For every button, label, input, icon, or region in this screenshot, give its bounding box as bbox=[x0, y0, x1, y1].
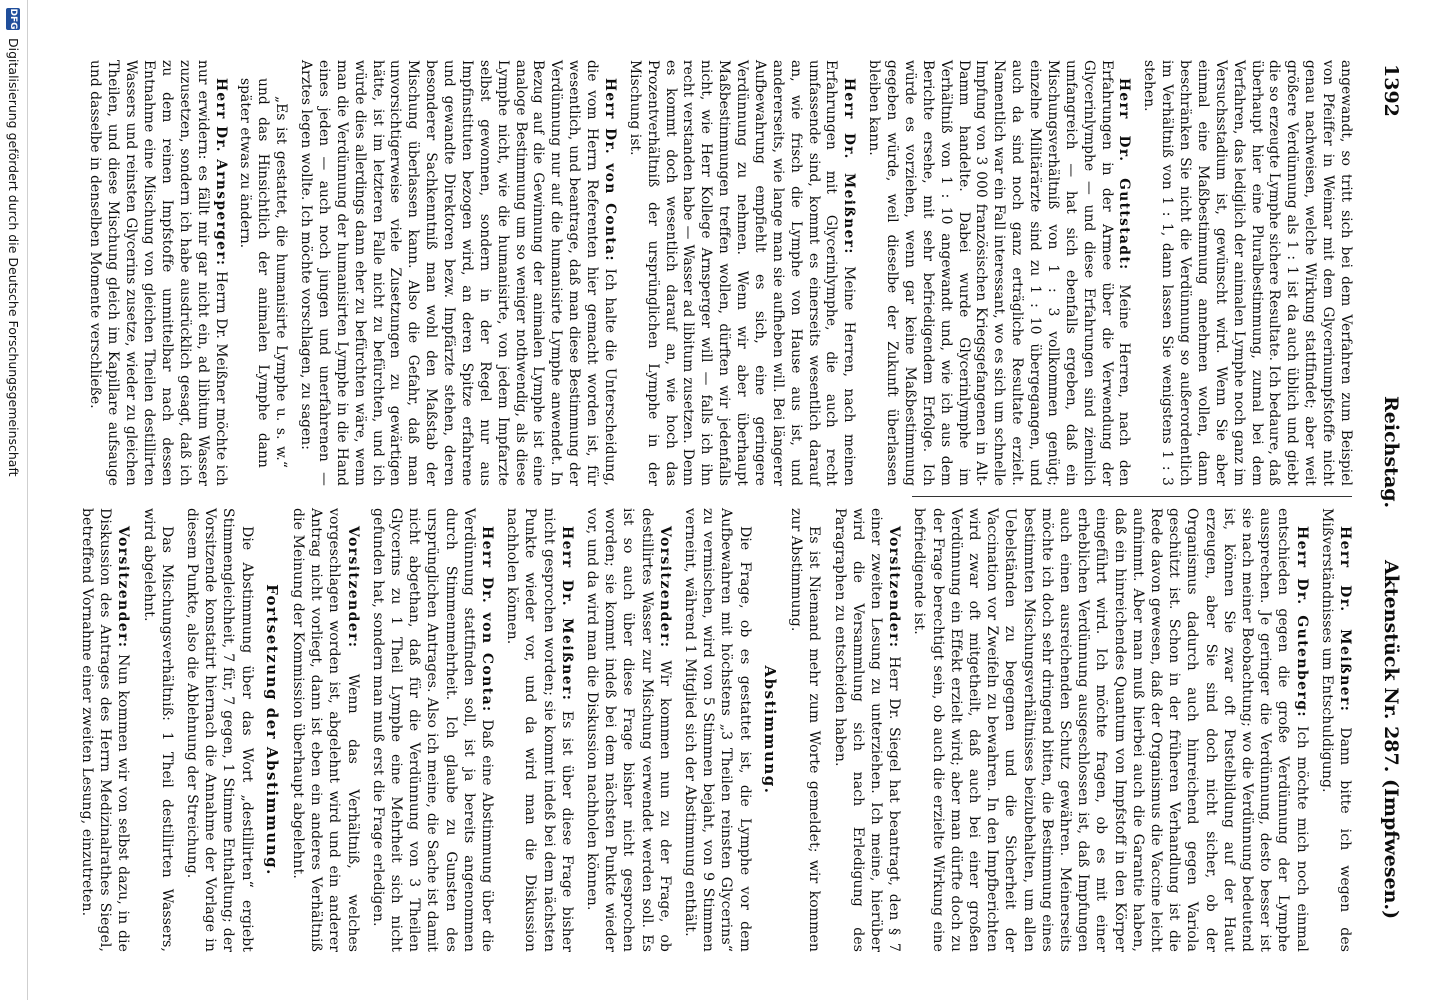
speaker-name: Vorsitzender: bbox=[115, 526, 132, 649]
speaker-name: Vorsitzender: bbox=[656, 526, 673, 649]
column-rule bbox=[912, 496, 1352, 497]
paragraph bbox=[78, 508, 133, 952]
speaker-name: Herr Dr. Gutenberg: bbox=[1293, 526, 1310, 718]
paragraph-text: Daß eine Abstimmung über die Verdünnung stattfinden soll, ist ja bereits angenommen durch Stimmenmehrheit. Ich glaube zu Gunsten des ursprünglichen Antrages. Also ich meine, die Sache ist damit nicht abgethan, daß für die Verdünnung von 3 Theilen Glycerins zu 1 Theil Lymphe eine Mehrheit sich nicht gefunden hat, sondern man muß erst die Frage erledigen. bbox=[369, 508, 496, 952]
paragraph bbox=[369, 508, 496, 952]
page-number: 1392 bbox=[1380, 64, 1402, 117]
running-head-right: Aktenstück Nr. 287. (Impfwesen.) bbox=[1380, 560, 1402, 920]
dfg-logo-icon: DFG bbox=[8, 8, 19, 30]
speaker-name: Herr Dr. Arnsperger: bbox=[212, 78, 229, 267]
section-heading: Abstimmung. bbox=[760, 665, 779, 795]
paragraph-text: Die Abstimmung über das Wort „destillirten“ ergiebt Stimmengleichheit, 7 für, 7 gegen, 1 Stimme Enthaltung; der Vorsitzende konstatirt hiernach die Annahme der Vorlage in diesem Punkte, also die Ablehnung der Streichung. bbox=[184, 508, 255, 952]
speaker-name: Herr Dr. Meißner: bbox=[841, 78, 858, 255]
paragraph-text: Wenn das Verhältniß, welches vorgeschlagen worden ist, abgelehnt wird und ein anderer Antrag nicht vorliegt, dann ist eben ein anderes Verhältniß die Meinung der Kommission überhaupt abgelehnt. bbox=[290, 508, 361, 952]
paragraph-text: Es ist über diese Frage bisher nicht gesprochen worden; sie kommt indeß bei dem nächsten Punkte wieder vor, und da wird man die Diskussion nachholen können. bbox=[504, 508, 575, 952]
footer-text: Digitalisierung gefördert durch die Deutsche Forschungsgemeinschaft bbox=[6, 38, 21, 477]
paragraph-text: angewandt, so tritt sich bei dem Verfahren zum Beispiel von Pfeiffer in Weimar mit dem Glycerinumpfstoffe nicht genau nachweisen, welche Wirkung stattfindet; aber weit größere Verdünnung als 1 : 1 ist da auch üblich und giebt die so erzeugte Lymphe sichere Resultate. Ich bedaure, daß überhaupt hier eine Pluralbestimmung, zumal bei dem Verfahren, das lediglich der animalen Lymphe noch ganz im Versuchsstadium ist, gewünscht wird. Wenn Sie aber einmal eine Maßbestimmung annehmen wollen, dann beschränken Sie nicht die Verdünnung so außerordentlich im Verhältniß von 1 : 1, dann lassen Sie wenigstens 1 : 3 stehen. bbox=[1141, 60, 1354, 486]
paragraph bbox=[183, 508, 256, 952]
paragraph-text: Meine Herren, nach meinen Erfahrungen mit Glycerinlymphe, die auch recht umfassende sind, kommt es einerseits wesentlich darauf an, wie frisch die Lymphe von Hause aus ist, und andererseits, wie lange man sie aufheben will. Bei längerer Aufbewahrung empfiehlt es sich, eine geringere Verdünnung zu nehmen. Wenn wir aber überhaupt Maßbestimmungen treffen wollen, dürften wir jedenfalls nicht, wie Herr Kollege Arnsperger will — falls ich ihn recht verstanden habe — Wasser ad libitum zusetzen. Denn es kommt doch wesentlich darauf an, wie hoch das Prozentverhältniß der ursprünglichen Lymphe in der Mischung ist. bbox=[626, 60, 858, 486]
paragraph-text: Die Frage, ob es gestattet ist, die Lymphe vor dem Aufbewahren mit höchstens „3 Theilen reinsten Glycerins“ zu vermischen, wird von 5 Stimmen bejaht, von 9 Stimmen verneint, während 1 Mitglied sich der Abstimmung enthält. bbox=[682, 508, 753, 952]
paragraph bbox=[1318, 508, 1354, 952]
paragraph-text: Ich möchte mich noch einmal entschieden gegen die große Verdünnung der Lymphe aussprechen. Je geringer die Verdünnung, desto besser ist sie nach meiner Beobachtung; wo die Verdünnung bedeutend ist, können Sie zwar oft Pustelbildung auf der Haut erzeugen, aber Sie sind doch nicht sicher, ob der Organismus dadurch auch hinreichend gegen Variola geschützt ist. Schon in der früheren Verhandlung ist die Rede davon gewesen, daß der Organismus die Vaccine leicht aufnimmt. Aber man muß hierbei auch die Garantie haben, daß ein hinreichendes Quantum von Impfstoff in den Körper eingeführt wird. Ich möchte fragen, ob es mit einer erheblichen Verdünnung ausgeschlossen ist, daß Impfungen auch einen ausreichenden Schutz gewähren. Meinerseits möchte ich doch sehr dringend bitten, die Bestimmung eines bestimmten Mischungsverhältnisses beizubehalten, um allen Uebelständen zu begegnen und die Sicherheit der Vaccination vor Zweifeln zu bewahren. In den Impfberichten wird zwar oft mitgetheilt, daß auch bei einer großen Verdünnung ein Effekt erzielt wird; aber man dürfte doch zu der Frage berechtigt sein, ob auch die erzielte Wirkung eine befriedigende ist. bbox=[911, 508, 1310, 952]
section-heading: Fortsetzung der Abstimmung. bbox=[262, 584, 281, 876]
speaker-name: Vorsitzender: bbox=[344, 526, 361, 649]
digitization-footer bbox=[0, 0, 28, 1000]
paragraph-text: Nun kommen wir von selbst dazu, in die Diskussion des Antrages des Herrn Medizinalrathes Siegel, betreffend Vornahme einer zweiten Lesung, einzutreten. bbox=[79, 508, 132, 952]
paragraph bbox=[296, 60, 618, 486]
paragraph bbox=[86, 60, 229, 486]
text-column-right bbox=[71, 508, 1354, 952]
paragraph-text: Meine Herren, nach den Erfahrungen in der Armee über die Verwendung der Glycerinlymphe — und diese Erfahrungen sind ziemlich umfangreich — hat sich ebenfalls ergeben, daß ein Mischungsverhältniß von 1 : 3 vollkommen genügt; einzelne Militärärzte sind zu 1 : 10 übergegangen, und auch da sind noch ganz erträgliche Resultate erzielt. Namentlich war ein Fall interessant, wo es sich um schnelle Impfung von 3 000 französischen Kriegsgefangenen in Alt-Damm handelte. Dabei wurde Glycerinlymphe im Verhältniß von 1 : 10 angewandt und, wie ich aus dem Berichte ersehe, mit sehr befriedigendem Erfolge. Ich würde es vorziehen, wenn gar keine Maßbestimmung gegeben würde, weil dieselbe der Zukunft überlassen bleiben kann. bbox=[866, 60, 1133, 486]
speaker-name: Herr Dr. von Conta: bbox=[479, 526, 496, 713]
paragraph-text: Herr Dr. Siegel hat beantragt, den § 7 einer zweiten Lesung zu unterziehen. Ich meine, hierüber wird die Versammlung sich nach Erledigung des Paragraphen zu entscheiden haben. bbox=[831, 508, 903, 952]
paragraph bbox=[787, 508, 823, 952]
paragraph bbox=[625, 60, 857, 486]
paragraph bbox=[1140, 60, 1355, 486]
paragraph bbox=[289, 508, 362, 952]
paragraph-text: „Es ist gestattet, die humanisirte Lymphe u. s. w.“ und das Hinsichtlich der animalen Lymphe dann später etwas zu ändern. bbox=[237, 78, 290, 468]
paragraph bbox=[583, 508, 674, 952]
paragraph bbox=[139, 508, 175, 952]
speaker-name: Vorsitzender: bbox=[886, 526, 903, 649]
paragraph-text: Ich halte die Unterscheidung, die vom Herrn Referenten hier gemacht worden ist, für wesentlich, und beantrage, daß man diese Bestimmung der Verdünnung nur auf die humanisirte Lymphe anwendet. In Bezug auf die Gewinnung der animalen Lymphe ist eine analoge Bestimmung um so weniger nothwendig, als diese Lymphe nicht, wie die humanisirte, von jedem Impfarzte selbst gewonnen, sondern in der Regel nur aus Impfinstituten bezogen wird, an deren Spitze erfahrene und gewandte Direktoren bezw. Impfärzte stehen, deren besonderer Sachkenntniß man wohl den Maßstab der Mischung überlassen kann. Also die Gefahr, daß man unvorsichtigerweise viele Zusetzungen zu gewärtigen hätte, ist im letzteren Falle nicht zu befürchten, und ich würde dies allerdings dann eher zu befürchten wäre, wenn man die Verdünnung der humanisirten Lymphe in die Hand eines jeden — auch noch jungen und unerfahrenen — Arztes legen wollte. Ich möchte vorschlagen, zu sagen: bbox=[298, 60, 618, 486]
paragraph bbox=[864, 60, 1132, 486]
speaker-name: Herr Dr. Guttstadt: bbox=[1116, 78, 1133, 271]
speaker-name: Herr Dr. von Conta: bbox=[602, 78, 618, 262]
text-column-left bbox=[79, 60, 1354, 486]
running-head-center: Reichstag. bbox=[1380, 396, 1402, 509]
paragraph-text: Dann bitte ich wegen des Mißverständnisses um Entschuldigung. bbox=[1318, 508, 1353, 952]
paragraph bbox=[830, 508, 903, 952]
paragraph-text: Herrn Dr. Meißner möchte ich nur erwidern: es fällt mir gar nicht ein, ad libitum Wasser zuzusetzen, sondern ich habe ausdrücklich gesagt, daß ich zu dem reinen Impfstoffe unmittelbar nach dessen Entnahme eine Mischung von gleichen Theilen destillirten Wassers und reinsten Glycerins zusetze, wieder zu gleichen Theilen, und diese Mischung gleich im Kapillare aufsauge und dasselbe in denselben Momente verschließe. bbox=[87, 60, 229, 486]
speaker-name: Herr Dr. Meißner: bbox=[558, 526, 575, 702]
speaker-name: Herr Dr. Meißner: bbox=[1337, 526, 1353, 713]
quoted-motion bbox=[236, 60, 290, 486]
paragraph-text: Wir kommen nun zu der Frage, ob destillirtes Wasser zur Mischung verwendet werden soll. Es ist so auch über diese Frage bisher nicht gesprochen worden; sie kommt indeß bei dem nächsten Punkte wieder vor, und da wird man die Diskussion nachholen können. bbox=[584, 508, 673, 952]
paragraph bbox=[910, 508, 1310, 952]
paragraph bbox=[681, 508, 754, 952]
paragraph bbox=[503, 508, 576, 952]
paragraph-text: Es ist Niemand mehr zum Worte gemeldet; wir kommen zur Abstimmung. bbox=[788, 508, 823, 952]
paragraph-text: Das Mischungsverhältniß: 1 Theil destillirten Wassers, wird abgelehnt. bbox=[140, 508, 175, 952]
